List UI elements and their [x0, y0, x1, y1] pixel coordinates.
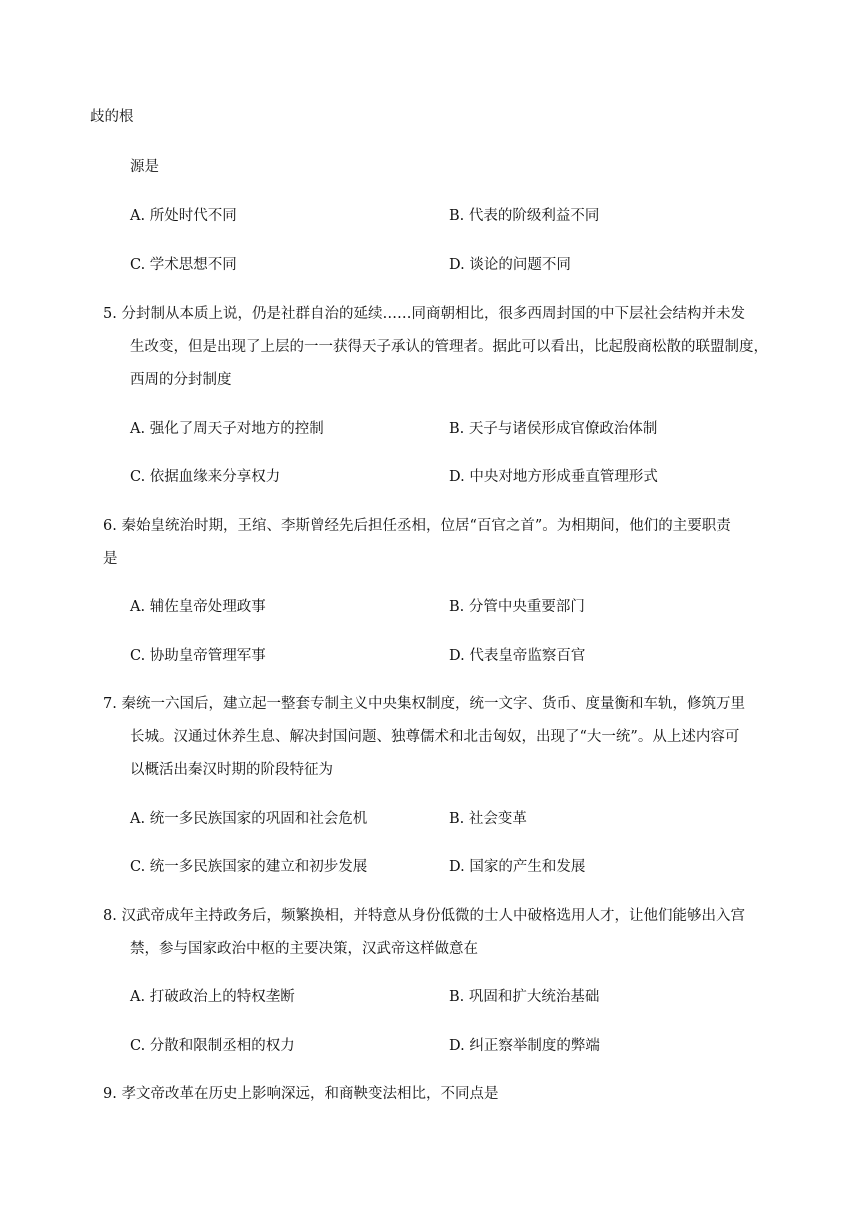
- q6-option-a: A. 辅佐皇帝处理政事: [130, 599, 266, 615]
- q5-option-a: A. 强化了周天子对地方的控制: [130, 421, 324, 437]
- q7-stem-line-2: 长城。汉通过休养生息、解决封国问题、独尊儒术和北击匈奴，出现了“大一统”。从上述内容可: [130, 729, 740, 745]
- q8-option-c: C. 分散和限制丞相的权力: [130, 1038, 295, 1054]
- q6-stem-line-1: 6. 秦始皇统治时期，王绾、李斯曾经先后担任丞相，位居“百官之首”。为相期间，他们的主要职责: [103, 518, 731, 534]
- q4-line-1: 歧的根: [90, 109, 134, 125]
- q7-options-row-1: [130, 809, 770, 829]
- q8-stem-line-1: 8. 汉武帝成年主持政务后，频繁换相，并特意从身份低微的士人中破格选用人才，让他们能够出入宫: [103, 908, 745, 924]
- q4-option-a: A. 所处时代不同: [130, 208, 237, 224]
- q5-stem-line-2: 生改变，但是出现了上层的一一获得天子承认的管理者。据此可以看出，比起殷商松散的联盟制度，: [130, 339, 768, 355]
- q5-options-row-1: [130, 419, 770, 439]
- q5-option-c: C. 依据血缘来分享权力: [130, 469, 281, 485]
- q6-option-b: B. 分管中央重要部门: [449, 599, 585, 615]
- q4-options-row-1: [130, 206, 770, 226]
- q5-option-b: B. 天子与诸侯形成官僚政治体制: [449, 421, 658, 437]
- q7-option-d: D. 国家的产生和发展: [449, 859, 586, 875]
- q5-options-row-2: [130, 467, 770, 487]
- q7-stem-line-3: 以概活出秦汉时期的阶段特征为: [130, 762, 333, 778]
- q8-options-row-1: [130, 987, 770, 1007]
- q4-option-d: D. 谈论的问题不同: [449, 257, 571, 273]
- q6-options-row-2: [130, 646, 770, 666]
- q6-option-c: C. 协助皇帝管理军事: [130, 648, 266, 664]
- q8-options-row-2: [130, 1036, 770, 1056]
- q8-option-d: D. 纠正察举制度的弊端: [449, 1038, 600, 1054]
- q7-option-a: A. 统一多民族国家的巩固和社会危机: [130, 811, 368, 827]
- q5-option-d: D. 中央对地方形成垂直管理形式: [449, 469, 658, 485]
- q6-option-d: D. 代表皇帝监察百官: [449, 648, 586, 664]
- q4-option-c: C. 学术思想不同: [130, 257, 237, 273]
- q4-line-2: 源是: [130, 159, 159, 175]
- q6-options-row-1: [130, 597, 770, 617]
- q9-stem-line-1: 9. 孝文帝改革在历史上影响深远，和商鞅变法相比，不同点是: [103, 1086, 499, 1102]
- q4-option-b: B. 代表的阶级利益不同: [449, 208, 600, 224]
- q5-stem-line-3: 西周的分封制度: [130, 372, 232, 388]
- q7-option-b: B. 社会变革: [449, 811, 527, 827]
- q7-option-c: C. 统一多民族国家的建立和初步发展: [130, 859, 368, 875]
- q7-options-row-2: [130, 857, 770, 877]
- q7-stem-line-1: 7. 秦统一六国后，建立起一整套专制主义中央集权制度，统一文字、货币、度量衡和车轨，修筑万里: [103, 696, 745, 712]
- q8-option-a: A. 打破政治上的特权垄断: [130, 989, 295, 1005]
- q5-stem-line-1: 5. 分封制从本质上说，仍是社群自治的延续……同商朝相比，很多西周封国的中下层社会结构并未发: [103, 306, 745, 322]
- q8-stem-line-2: 禁，参与国家政治中枢的主要决策，汉武帝这样做意在: [130, 941, 478, 957]
- q6-stem-line-2: 是: [103, 551, 118, 567]
- q4-options-row-2: [130, 255, 770, 275]
- q8-option-b: B. 巩固和扩大统治基础: [449, 989, 600, 1005]
